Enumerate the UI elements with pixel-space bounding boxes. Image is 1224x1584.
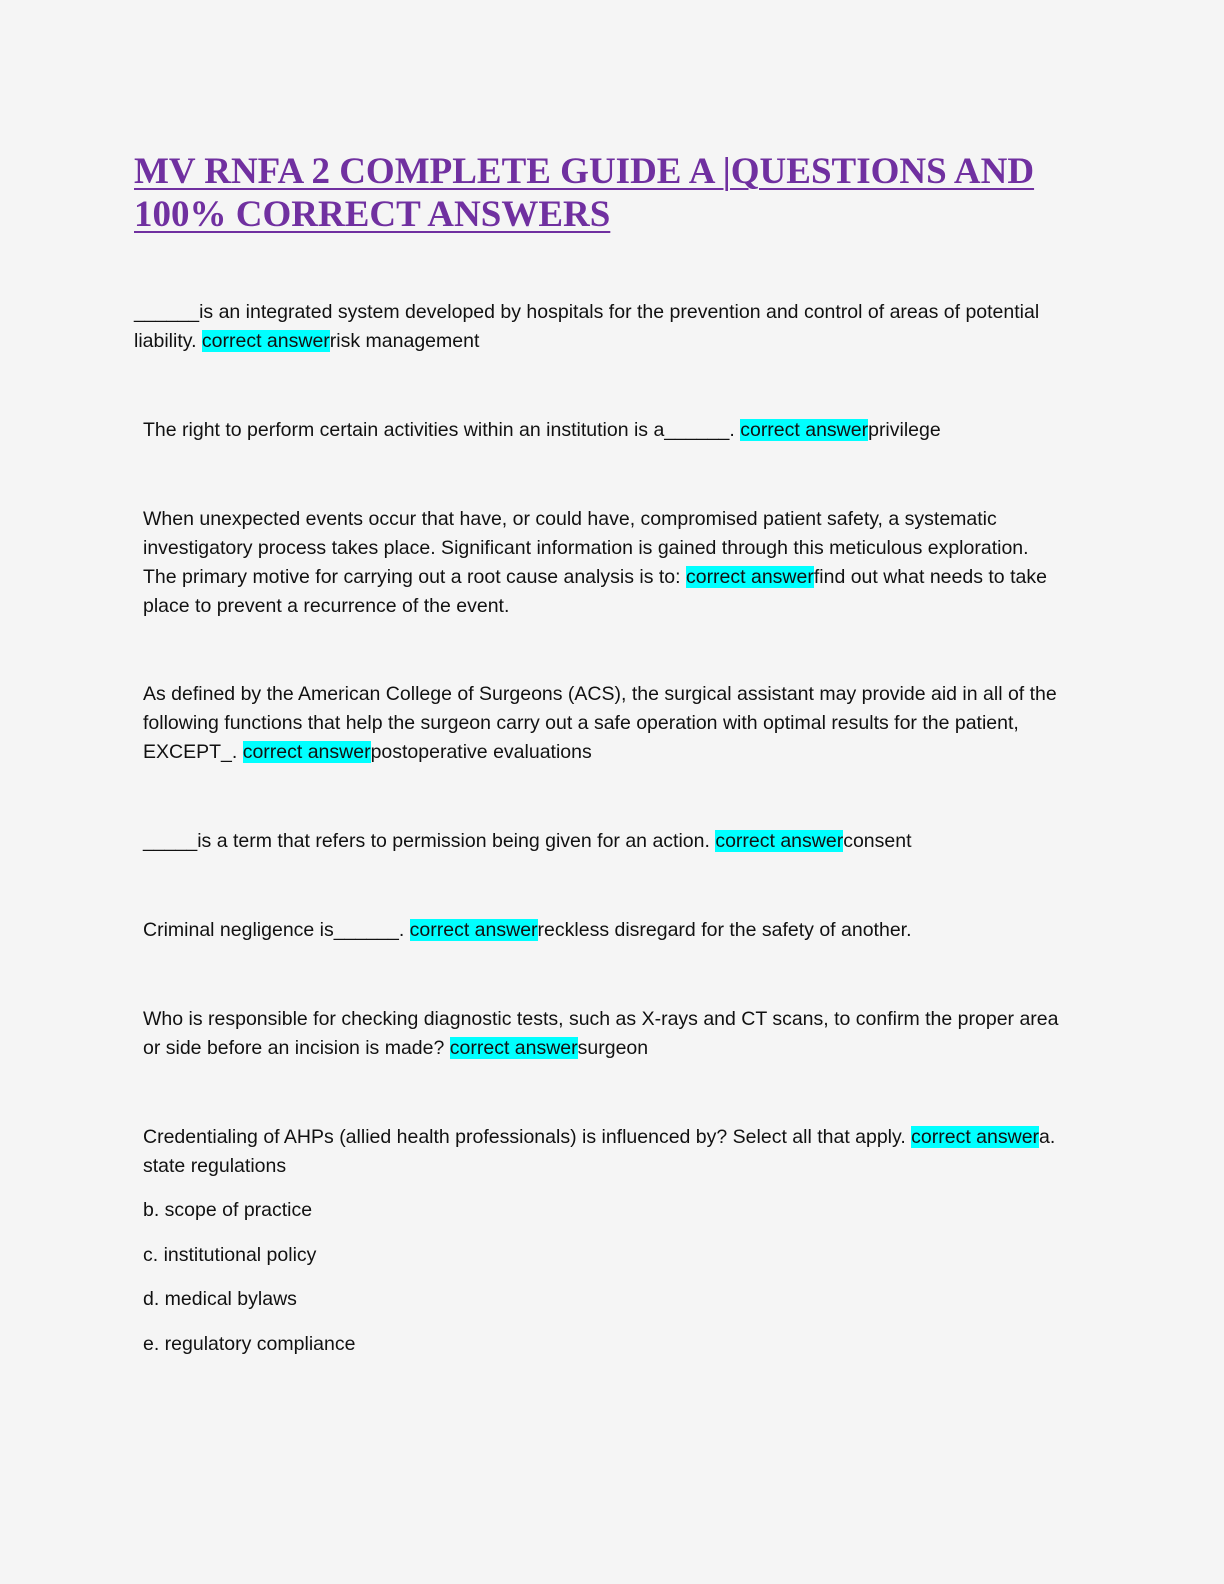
answer-text: surgeon: [577, 1037, 649, 1059]
answer-text: risk management: [329, 330, 480, 352]
question-text: When unexpected events occur that have, or could have, compromised patient safety, a systematic investigatory process takes place. Significant information is gained through this meticulous exploration. The primary motive for carrying out a root cause analysis is to:: [143, 508, 1029, 588]
qa-item-6: [143, 916, 1073, 945]
correct-answer-highlight: correct answer: [740, 419, 869, 441]
correct-answer-highlight: correct answer: [242, 741, 371, 763]
correct-answer-highlight: correct answer: [685, 566, 814, 588]
answer-option-e: e. regulatory compliance: [143, 1333, 356, 1355]
correct-answer-highlight: correct answer: [201, 330, 330, 352]
question-text: ______is an integrated system developed by hospitals for the prevention and control of areas of potential liability.: [134, 301, 1040, 352]
answer-text: postoperative evaluations: [370, 741, 592, 763]
title-line-2: 100% CORRECT ANSWERS: [134, 194, 611, 235]
answer-option-c: c. institutional policy: [143, 1244, 317, 1266]
answer-option-b: b. scope of practice: [143, 1199, 313, 1221]
question-text: As defined by the American College of Surgeons (ACS), the surgical assistant may provide aid in all of the following functions that help the surgeon carry out a safe operation with optimal results for the patient, EXCEPT_.: [143, 683, 1057, 763]
correct-answer-highlight: correct answer: [449, 1037, 578, 1059]
qa-item-3: [143, 505, 1058, 621]
answer-text: privilege: [868, 419, 941, 441]
question-text: Who is responsible for checking diagnostic tests, such as X-rays and CT scans, to confirm the proper area or side before an incision is made?: [143, 1008, 1059, 1059]
qa-item-8: [143, 1123, 1078, 1181]
answer-text: a. state regulations: [143, 1126, 1056, 1177]
correct-answer-highlight: correct answer: [715, 830, 844, 852]
qa-item-2: [143, 416, 1073, 445]
title-line-1: MV RNFA 2 COMPLETE GUIDE A |QUESTIONS AND: [134, 151, 1035, 192]
qa-item-1: [134, 298, 1064, 356]
answer-text: find out what needs to take place to prevent a recurrence of the event.: [143, 566, 1047, 617]
correct-answer-highlight: correct answer: [409, 919, 538, 941]
question-text: Credentialing of AHPs (allied health professionals) is influenced by? Select all that apply.: [143, 1126, 912, 1148]
document-title: [134, 150, 1094, 236]
answer-text: reckless disregard for the safety of another.: [537, 919, 912, 941]
answer-option-d: d. medical bylaws: [143, 1288, 297, 1310]
question-text: Criminal negligence is______.: [143, 919, 410, 941]
question-text: The right to perform certain activities within an institution is a______.: [143, 419, 741, 441]
question-text: _____is a term that refers to permission being given for an action.: [143, 830, 716, 852]
answer-text: consent: [843, 830, 912, 852]
correct-answer-highlight: correct answer: [911, 1126, 1040, 1148]
qa-item-5: [143, 827, 1073, 856]
qa-item-7: [143, 1005, 1068, 1063]
qa-item-4: [143, 680, 1068, 767]
